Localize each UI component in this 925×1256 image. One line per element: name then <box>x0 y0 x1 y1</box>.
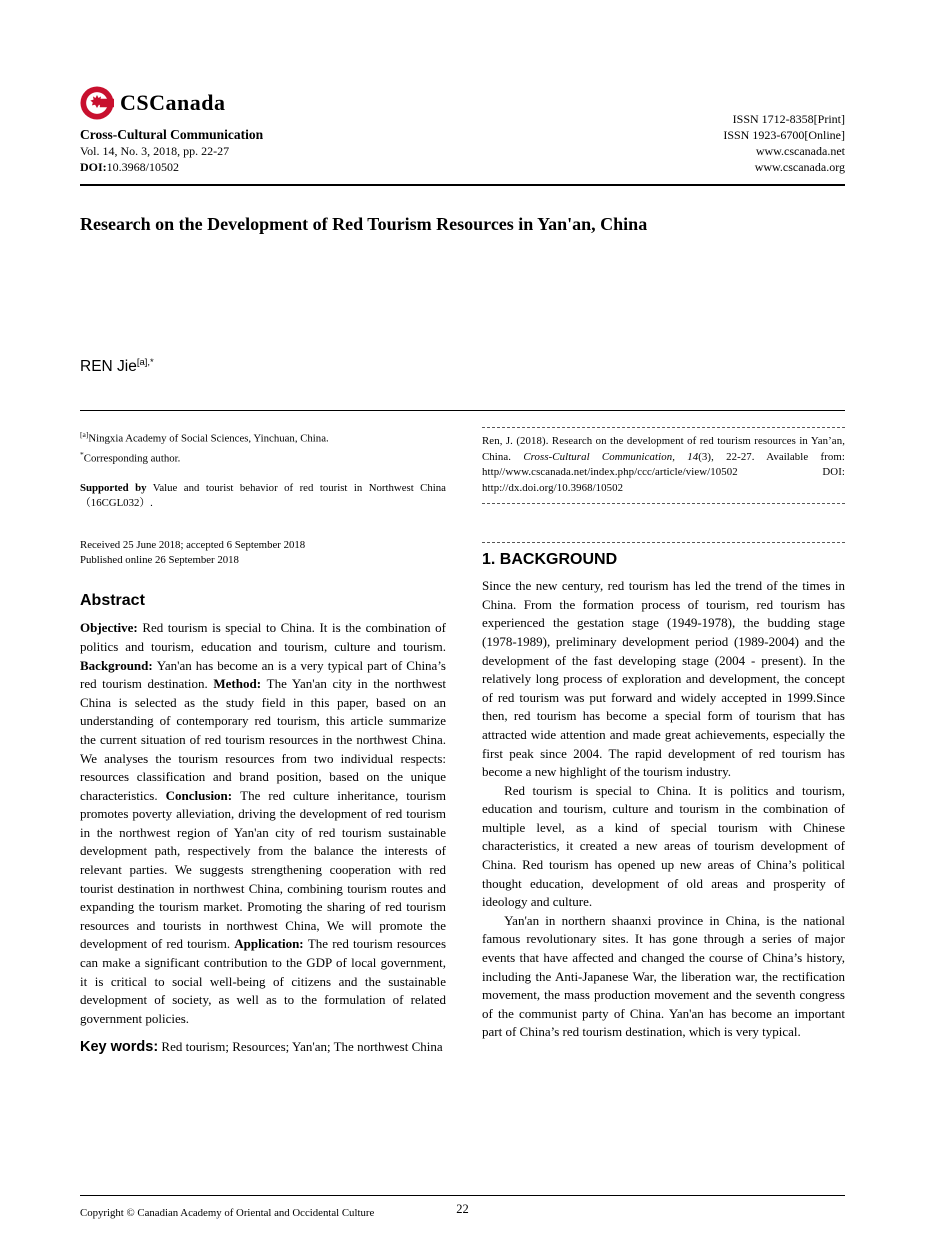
dates-block <box>80 538 446 568</box>
abstract-segment: Red tourism is special to China. It is the combination of politics and tourism, education and tourism, culture and tourism. <box>80 620 446 654</box>
page-number: 22 <box>456 1202 469 1216</box>
two-column-body <box>80 427 845 1057</box>
doi-label: DOI: <box>80 160 107 174</box>
background-paragraph-2: Red tourism is special to China. It is politics and tourism, education and tourism, culture and tourism in the combination of multiple level, as a kind of special tourism with Chinese characteristics, it created a new areas of tourism development of China. Red tourism has opened up new areas of China’s political thought education, development of old areas and prosperity of ideology and culture. <box>482 782 845 910</box>
author-name <box>80 357 845 376</box>
corresponding-marker: * <box>80 449 84 459</box>
cscanada-logo-icon <box>80 86 114 120</box>
journal-logo <box>80 86 263 120</box>
section-top-rule <box>482 542 845 543</box>
section-1-heading: 1. BACKGROUND <box>482 551 618 569</box>
page-footer <box>80 1195 845 1221</box>
citation-text: (3), 22-27. Available from: http//www.cscanada.net/index.php/ccc/article/view/10502 DOI: http://dx.doi.org/10.3968/10502 <box>482 450 845 494</box>
supported-by-text: Value and tourist behavior of red tourist in Northwest China（16CGL032）. <box>80 482 446 510</box>
logo-text: CSCanada <box>120 90 226 115</box>
abstract-heading: Abstract <box>80 592 145 610</box>
corresponding-author-note <box>80 447 446 467</box>
abstract-segment: The Yan'an city in the northwest China is selected as the study field in this paper, based on an understanding of contemporary red tourism, this article summarize the current situation of red tourism resources in the northwest China. We analyses the tourism resources from two individual respects: resources classification and brand position, based on the unique characteristics. <box>80 676 446 803</box>
funding-note <box>80 481 446 511</box>
website-org: www.cscanada.org <box>754 160 845 174</box>
affiliation-text: Ningxia Academy of Social Sciences, Yinchuan, China. <box>88 432 329 445</box>
header-rule <box>80 184 845 186</box>
affiliation-note <box>80 427 446 447</box>
journal-header-right <box>723 111 845 175</box>
copyright-text: Copyright © Canadian Academy of Oriental and Occidental Culture <box>80 1207 375 1219</box>
issn-online: ISSN 1923-6700[Online] <box>723 128 845 142</box>
abstract-segment: The red tourism resources can make a significant contribution to the GDP of local government, it is critical to social well-being of citizens and the sustainable development of society, as well as to the formulation of related government policies. <box>80 936 446 1026</box>
author-affiliation-marker: [a],* <box>136 357 154 368</box>
article-title: Research on the Development of Red Tourism Resources in Yan'an, China <box>80 214 648 234</box>
background-paragraph-1: Since the new century, red tourism has led the trend of the times in China. From the formation process of tourism, red tourism has experienced the gestation stage (1949-1978), the budding stage (1978-1989), preliminary development period (1989-2004) and the development of the fast developing stage (2004 - present). In the relatively long process of exploration and development, the concept of red tourism was put forward and widely accepted in 1999.Since then, red tourism has become a special form of tourism that has attracted wide attention and made great achievements, especially the first peak since 2004. The rapid development of red tourism has become a new highlight of the tourism industry. <box>482 578 845 780</box>
author-text: REN Jie <box>80 358 137 376</box>
spacer <box>482 504 845 542</box>
journal-name: Cross-Cultural Communication <box>80 127 264 142</box>
journal-header <box>80 86 845 175</box>
background-paragraph-3: Yan'an in northern shaanxi province in China, is the national famous revolutionary sites. It has gone through a series of major events that have affected and changed the course of China’s history, including the Anti-Japanese War, the liberation war, the rectification movement, the mass production movement and the seventh congress of the communist party of China. Yan'an has become an important part of China’s red tourism destination, which is very typical. <box>482 912 845 1040</box>
right-column <box>482 427 845 1057</box>
abstract-method-label: Method: <box>213 676 267 692</box>
keywords-text: Red tourism; Resources; Yan'an; The northwest China <box>158 1039 443 1055</box>
published-line: Published online 26 September 2018 <box>80 554 239 567</box>
abstract-segment: The red culture inheritance, tourism promotes poverty alleviation, driving the development of red tourism in the northwest region of Yan'an city of red tourism sustainable development path, respectively from the balance the interests of relevant parties. We suggests strengthening cooperation with red tourist destination in northwest China, combining tourism routes and expanding the tourism market. Promoting the sharing of red tourism resources and tourists in northwest China, We will promote the development of red tourism. <box>80 787 447 952</box>
citation-text: Ren, J. (2018). Research on the development of red tourism resources in Yan’an, China. <box>482 435 845 463</box>
website-net: www.cscanada.net <box>755 144 845 158</box>
supported-by-label: Supported by <box>80 482 147 495</box>
keywords-block <box>80 1037 446 1057</box>
abstract-objective-label: Objective: <box>80 620 143 636</box>
citation-block <box>482 434 845 496</box>
left-column <box>80 427 446 1057</box>
doi-line <box>80 159 263 175</box>
abstract-text <box>80 619 446 1028</box>
abstract-application-label: Application: <box>234 936 308 952</box>
issn-print: ISSN 1712-8358[Print] <box>732 112 845 126</box>
volume-info: Vol. 14, No. 3, 2018, pp. 22-27 <box>80 144 230 158</box>
corresponding-text: Corresponding author. <box>83 452 181 465</box>
keywords-label: Key words: <box>80 1039 159 1056</box>
citation-top-rule <box>482 427 845 428</box>
affiliation-marker: [a] <box>80 430 89 440</box>
author-rule <box>80 410 845 411</box>
journal-header-left <box>80 86 263 175</box>
received-line: Received 25 June 2018; accepted 6 September 2018 <box>80 539 306 552</box>
citation-journal-italic: Cross-Cultural Communication, 14 <box>523 450 699 463</box>
abstract-segment: Yan'an has become an is a very typical part of China’s red tourism destination. <box>80 657 446 692</box>
doi-value: 10.3968/10502 <box>106 160 180 174</box>
abstract-conclusion-label: Conclusion: <box>165 787 241 803</box>
abstract-background-label: Background: <box>80 657 157 673</box>
